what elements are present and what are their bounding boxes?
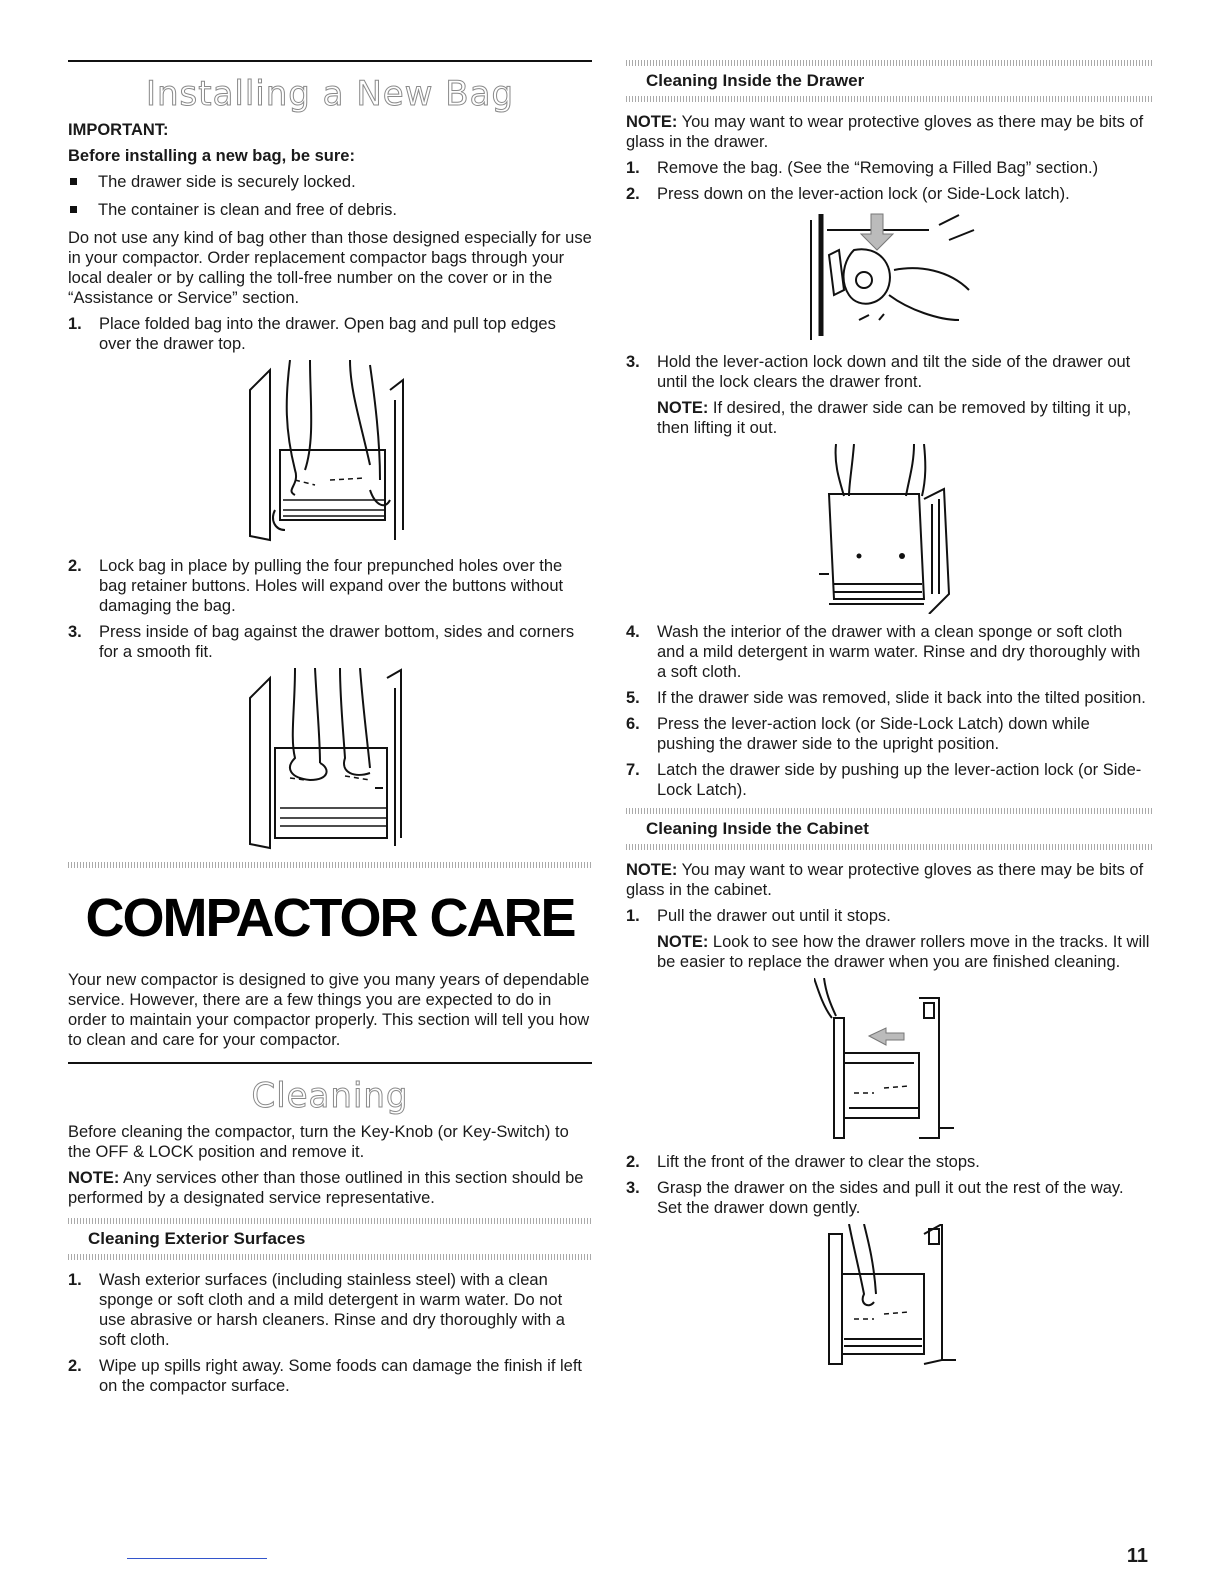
list-item bbox=[626, 1152, 1152, 1172]
section-rule bbox=[626, 96, 1152, 102]
list-item: The drawer side is securely locked. bbox=[68, 172, 592, 192]
step-number: 2. bbox=[68, 557, 82, 575]
step-text: Lift the front of the drawer to clear the stops. bbox=[657, 1153, 980, 1171]
section-rule bbox=[68, 1218, 592, 1224]
list-item bbox=[68, 622, 592, 662]
list-item bbox=[626, 622, 1152, 682]
before-label: Before installing a new bag, be sure: bbox=[68, 147, 355, 165]
remove-drawer-illustration bbox=[814, 1224, 964, 1370]
right-column bbox=[626, 60, 1152, 1378]
exterior-steps bbox=[68, 1270, 592, 1396]
list-item bbox=[626, 158, 1152, 178]
note-text: If desired, the drawer side can be removed by tilting it up, then lifting it out. bbox=[657, 399, 1132, 437]
section-rule bbox=[68, 1254, 592, 1260]
note-text: Any services other than those outlined in this section should be performed by a designated service representative. bbox=[68, 1169, 584, 1207]
cleaning-heading: Cleaning bbox=[251, 1076, 409, 1116]
care-intro: Your new compactor is designed to give you many years of dependable service. However, there are a few things you are expected to do in order to maintain your compactor properly. This section will tell you how to clean and care for your compactor. bbox=[68, 971, 590, 1049]
section-rule bbox=[68, 862, 592, 868]
place-bag-illustration bbox=[235, 360, 425, 548]
install-steps bbox=[68, 314, 592, 354]
note-text: You may want to wear protective gloves as there may be bits of glass in the drawer. bbox=[626, 113, 1144, 151]
step-number: 2. bbox=[68, 1357, 82, 1375]
tilt-drawer-illustration bbox=[814, 444, 964, 614]
step-text: Press inside of bag against the drawer bottom, sides and corners for a smooth fit. bbox=[99, 623, 575, 661]
section-rule bbox=[626, 844, 1152, 850]
drawer-step-3-note bbox=[626, 398, 1152, 438]
drawer-note bbox=[626, 112, 1152, 152]
step-text: Grasp the drawer on the sides and pull it out the rest of the way. Set the drawer down gently. bbox=[657, 1179, 1124, 1217]
step-number: 1. bbox=[626, 159, 640, 177]
pull-drawer-illustration bbox=[814, 978, 964, 1144]
footer-line bbox=[127, 1558, 267, 1559]
lever-lock-illustration bbox=[799, 210, 979, 344]
cabinet-step-1-note bbox=[626, 932, 1152, 972]
list-item bbox=[626, 760, 1152, 800]
drawer-step-3 bbox=[626, 352, 1152, 392]
section-rule bbox=[68, 60, 592, 62]
list-item bbox=[626, 1178, 1152, 1218]
press-bag-illustration bbox=[235, 668, 425, 854]
list-item bbox=[68, 314, 592, 354]
step-text: Press the lever-action lock (or Side-Lock Latch) down while pushing the drawer side to the upright position. bbox=[657, 715, 1090, 753]
step-text: Place folded bag into the drawer. Open bag and pull top edges over the drawer top. bbox=[99, 315, 556, 353]
note-label: NOTE: bbox=[657, 399, 709, 417]
note-label: NOTE: bbox=[626, 113, 678, 131]
note-label: NOTE: bbox=[626, 861, 678, 879]
cabinet-heading: Cleaning Inside the Cabinet bbox=[646, 819, 869, 838]
page-number: 11 bbox=[1126, 1545, 1148, 1567]
drawer-steps-continued bbox=[626, 622, 1152, 800]
cabinet-note bbox=[626, 860, 1152, 900]
list-item bbox=[626, 688, 1152, 708]
drawer-steps bbox=[626, 158, 1152, 204]
list-item bbox=[68, 556, 592, 616]
step-number: 6. bbox=[626, 715, 640, 733]
note-label: NOTE: bbox=[657, 933, 709, 951]
bullet-list bbox=[68, 172, 592, 220]
cleaning-note bbox=[68, 1168, 592, 1208]
step-number: 1. bbox=[68, 315, 82, 333]
list-item: The container is clean and free of debris. bbox=[68, 200, 592, 220]
step-number: 2. bbox=[626, 185, 640, 203]
step-text: Pull the drawer out until it stops. bbox=[657, 907, 891, 925]
step-text: Wash exterior surfaces (including stainless steel) with a clean sponge or soft cloth and a mild detergent in warm water. Do not use abrasive or harsh cleaners. Rinse and dry thoroughly with a soft cloth. bbox=[99, 1271, 565, 1349]
step-number: 5. bbox=[626, 689, 640, 707]
bag-paragraph: Do not use any kind of bag other than those designed especially for use in your compactor. Order replacement compactor bags through your local dealer or by calling the toll-free number on the cover or in the “Assistance or Service” section. bbox=[68, 229, 592, 307]
drawer-heading: Cleaning Inside the Drawer bbox=[646, 71, 865, 90]
left-column bbox=[68, 60, 592, 1402]
step-text: Press down on the lever-action lock (or Side-Lock latch). bbox=[657, 185, 1070, 203]
step-number: 3. bbox=[626, 353, 640, 371]
step-number: 3. bbox=[68, 623, 82, 641]
note-text: You may want to wear protective gloves as there may be bits of glass in the cabinet. bbox=[626, 861, 1144, 899]
install-steps-continued bbox=[68, 556, 592, 662]
step-text: Lock bag in place by pulling the four prepunched holes over the bag retainer buttons. Holes will expand over the buttons without damaging the bag. bbox=[99, 557, 564, 615]
step-text: If the drawer side was removed, slide it back into the tilted position. bbox=[657, 689, 1146, 707]
step-text: Wipe up spills right away. Some foods can damage the finish if left on the compactor surface. bbox=[99, 1357, 583, 1395]
step-number: 3. bbox=[626, 1179, 640, 1197]
list-item bbox=[626, 714, 1152, 754]
list-item bbox=[68, 1356, 592, 1396]
section-rule bbox=[626, 808, 1152, 814]
step-number: 1. bbox=[626, 907, 640, 925]
cabinet-step-1 bbox=[626, 906, 1152, 926]
list-item bbox=[626, 906, 1152, 926]
cabinet-steps-continued bbox=[626, 1152, 1152, 1218]
step-text: Latch the drawer side by pushing up the lever-action lock (or Side-Lock Latch). bbox=[657, 761, 1142, 799]
section-rule bbox=[626, 60, 1152, 66]
step-text: Wash the interior of the drawer with a clean sponge or soft cloth and a mild detergent in warm water. Rinse and dry thoroughly with a soft cloth. bbox=[657, 623, 1141, 681]
important-label: IMPORTANT: bbox=[68, 121, 169, 139]
step-number: 4. bbox=[626, 623, 640, 641]
installing-heading: Installing a New Bag bbox=[145, 74, 515, 114]
step-number: 2. bbox=[626, 1153, 640, 1171]
section-rule bbox=[68, 1062, 592, 1064]
step-text: Remove the bag. (See the “Removing a Filled Bag” section.) bbox=[657, 159, 1099, 177]
cleaning-intro: Before cleaning the compactor, turn the Key-Knob (or Key-Switch) to the OFF & LOCK position and remove it. bbox=[68, 1123, 569, 1161]
list-item bbox=[626, 352, 1152, 392]
step-number: 1. bbox=[68, 1271, 82, 1289]
step-number: 7. bbox=[626, 761, 640, 779]
list-item bbox=[626, 184, 1152, 204]
note-text: Look to see how the drawer rollers move in the tracks. It will be easier to replace the drawer when you are finished cleaning. bbox=[657, 933, 1150, 971]
list-item bbox=[68, 1270, 592, 1350]
exterior-heading: Cleaning Exterior Surfaces bbox=[88, 1229, 306, 1248]
compactor-care-title: COMPACTOR CARE bbox=[85, 888, 575, 948]
step-text: Hold the lever-action lock down and tilt the side of the drawer out until the lock clears the drawer front. bbox=[657, 353, 1131, 391]
note-label: NOTE: bbox=[68, 1169, 120, 1187]
